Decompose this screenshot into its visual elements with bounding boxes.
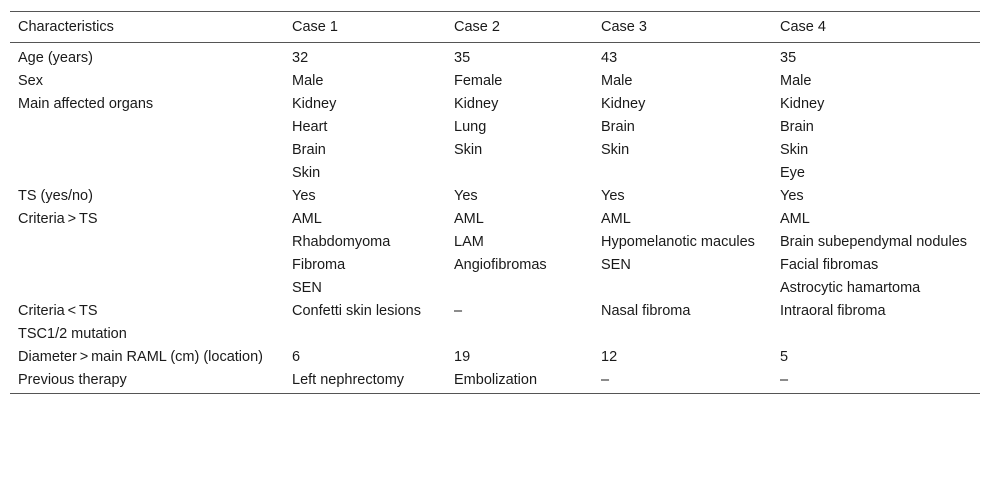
table-row <box>10 207 980 230</box>
cell-case-3: SEN <box>601 257 631 273</box>
cell-case-1: AML <box>292 211 322 227</box>
cell-characteristic: TSC1/2 mutation <box>18 326 127 342</box>
cell-case-4 <box>772 322 980 345</box>
cell-case-4: Brain <box>780 119 814 135</box>
cell-case-4: Intraoral fibroma <box>780 303 886 319</box>
cell-case-2 <box>446 322 593 345</box>
header-case-3: Case 3 <box>601 19 647 35</box>
table-header <box>10 12 980 43</box>
cell-case-1: Heart <box>292 119 328 135</box>
header-row <box>10 12 980 43</box>
header-case-1: Case 1 <box>292 19 338 35</box>
cell-case-1: Fibroma <box>292 257 346 273</box>
cell-case-3: – <box>601 372 610 388</box>
cell-case-1: SEN <box>292 280 322 296</box>
cell-characteristic: Previous therapy <box>18 372 127 388</box>
cell-case-2: Embolization <box>454 372 538 388</box>
table-row <box>10 161 980 184</box>
cell-case-1: 6 <box>292 349 301 365</box>
table-row <box>10 230 980 253</box>
cell-characteristic: Sex <box>18 73 43 89</box>
cell-characteristic: Diameter > main RAML (cm) (location) <box>18 349 263 365</box>
cell-case-3: Hypomelanotic macules <box>601 234 755 250</box>
cell-characteristic <box>10 138 284 161</box>
cell-characteristic: Main affected organs <box>18 96 154 112</box>
cell-case-3 <box>593 161 772 184</box>
cell-case-4: Kidney <box>780 96 825 112</box>
table-row <box>10 345 980 368</box>
cell-characteristic <box>10 253 284 276</box>
cell-case-1: Confetti skin lesions <box>292 303 421 319</box>
cell-case-1: Left nephrectomy <box>292 372 405 388</box>
cell-case-3: Brain <box>601 119 635 135</box>
cell-case-2: Female <box>454 73 503 89</box>
cell-case-4: Male <box>780 73 812 89</box>
header-case-4: Case 4 <box>780 19 826 35</box>
characteristics-table-container <box>10 11 980 394</box>
cell-characteristic: Age (years) <box>18 50 93 66</box>
cell-case-2: Yes <box>454 188 478 204</box>
table-row <box>10 184 980 207</box>
cell-case-2: – <box>454 303 463 319</box>
table-row <box>10 322 980 345</box>
cell-case-2: LAM <box>454 234 484 250</box>
cell-characteristic <box>10 230 284 253</box>
cell-case-3: AML <box>601 211 631 227</box>
cell-case-1: Rhabdomyoma <box>292 234 391 250</box>
table-row <box>10 115 980 138</box>
cell-case-3: Yes <box>601 188 625 204</box>
cell-case-4: – <box>780 372 789 388</box>
cell-case-1 <box>284 322 446 345</box>
table-row <box>10 69 980 92</box>
table-row <box>10 138 980 161</box>
cell-case-3 <box>593 322 772 345</box>
cell-case-1: 32 <box>292 50 309 66</box>
cell-case-4: Facial fibromas <box>780 257 879 273</box>
cell-case-2: Lung <box>454 119 487 135</box>
header-characteristics: Characteristics <box>18 19 114 35</box>
header-case-2: Case 2 <box>454 19 500 35</box>
cell-case-3 <box>593 276 772 299</box>
cell-case-2 <box>446 276 593 299</box>
cell-case-4: Yes <box>780 188 804 204</box>
table-row <box>10 368 980 394</box>
cell-case-2: Angiofibromas <box>454 257 547 273</box>
table-row <box>10 299 980 322</box>
cell-characteristic: TS (yes/no) <box>18 188 93 204</box>
table-body <box>10 43 980 394</box>
cell-characteristic <box>10 115 284 138</box>
table-row <box>10 276 980 299</box>
cell-case-2: Kidney <box>454 96 499 112</box>
cell-case-2 <box>446 161 593 184</box>
cell-case-1: Kidney <box>292 96 337 112</box>
cell-case-2: AML <box>454 211 484 227</box>
cell-case-4: Eye <box>780 165 805 181</box>
cell-case-3: Nasal fibroma <box>601 303 691 319</box>
cell-characteristic: Criteria < TS <box>18 303 98 319</box>
cell-case-4: 5 <box>780 349 789 365</box>
cell-case-4: Brain subependymal nodules <box>780 234 968 250</box>
cell-case-2: 19 <box>454 349 471 365</box>
cell-case-4: AML <box>780 211 810 227</box>
cell-case-1: Male <box>292 73 324 89</box>
cell-case-1: Skin <box>292 165 321 181</box>
cell-case-1: Yes <box>292 188 316 204</box>
cell-characteristic <box>10 276 284 299</box>
cell-characteristic: Criteria > TS <box>18 211 98 227</box>
table-row <box>10 43 980 70</box>
cell-case-2: 35 <box>454 50 471 66</box>
characteristics-table <box>10 11 980 394</box>
table-row <box>10 92 980 115</box>
cell-case-4: Astrocytic hamartoma <box>780 280 921 296</box>
cell-case-3: Male <box>601 73 633 89</box>
cell-case-4: 35 <box>780 50 797 66</box>
cell-case-2: Skin <box>454 142 483 158</box>
cell-case-3: 12 <box>601 349 618 365</box>
cell-case-3: Skin <box>601 142 630 158</box>
cell-case-3: Kidney <box>601 96 646 112</box>
cell-case-4: Skin <box>780 142 809 158</box>
cell-case-3: 43 <box>601 50 618 66</box>
cell-characteristic <box>10 161 284 184</box>
cell-case-1: Brain <box>292 142 326 158</box>
table-row <box>10 253 980 276</box>
